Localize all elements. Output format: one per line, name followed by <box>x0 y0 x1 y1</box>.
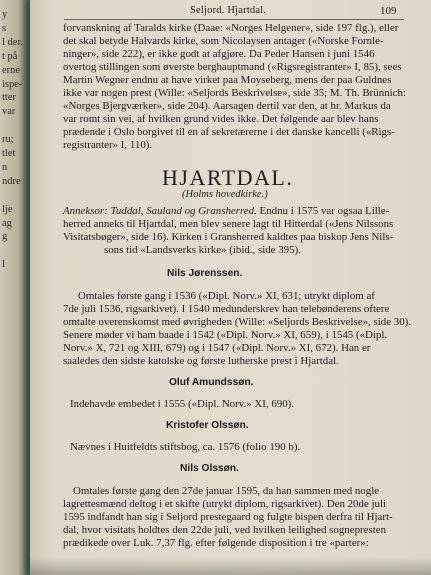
book-page <box>30 0 431 575</box>
priest-name: Kristofer Olssøn. <box>166 420 249 431</box>
text-line: omtalte overenskomst med øvrigheden (Wille: «Seljords Beskrivelse», side 30). <box>63 316 411 328</box>
previous-page-fragment: l der. <box>2 36 23 48</box>
text-line: Senere møder vi ham baade i 1542 («Dipl. Norv.» XI, 659), i 1545 («Dipl. <box>63 329 388 341</box>
text-line: prædikede over Luk. 7,37 flg. efter følgende disposition i tre «parter»: <box>63 537 369 549</box>
previous-page-fragment: s <box>2 22 7 34</box>
previous-page-fragment: l <box>2 259 5 271</box>
page-shadow <box>30 557 431 575</box>
text-line: ikke var nogen prest (Wille: «Seljords Beskrivelse», side 35; M. Th. Brünnich: <box>63 87 406 99</box>
text-line: Norv.» X, 721 og XIII, 679) og i 1547 («Dipl. Norv.» XI, 672). Han er <box>63 342 371 354</box>
priest-name: Nils Jørenssen. <box>167 268 243 279</box>
text-line: dal, hvor visitats holdtes den 22de juli, ved hvilken leilighed sognepresten <box>63 524 387 536</box>
text-line: 1595 indfandt han sig i Seljord prestegaard og fulgte bispen derfra til Hjart- <box>63 511 393 523</box>
text-line: det skal betyde Halvards kirke, som Nicolaysen antager («Norske Fornle- <box>63 35 384 47</box>
section-subtitle: (Holms hovedkirke.) <box>182 189 268 200</box>
text-line: registranter» I, 110). <box>63 139 153 151</box>
text-line: Visitatsbøger», side 16). Kirken i Gransherred kaldtes paa biskop Jens Nils- <box>63 231 394 243</box>
text-line: herred anneks til Hjartdal, men blev senere lagt til Hitterdal («Jens Nilssons <box>63 218 394 230</box>
previous-page-fragment: tter <box>2 92 16 104</box>
annexes-text: Endnu i 1575 var ogsaa Lille- <box>259 205 390 217</box>
text-line: 7de juli 1536, rigsarkivet). I 1540 medunderskrev han telebønderens oftere <box>63 303 390 315</box>
previous-page-fragment: ispe- <box>2 78 23 90</box>
previous-page-fragment: ru; <box>2 134 14 146</box>
previous-page-fragment: ndre <box>2 175 21 187</box>
previous-page-edge <box>0 0 26 575</box>
priest-name: Nils Olssøn. <box>180 463 239 474</box>
running-head: Seljord. Hjartdal. <box>190 5 267 16</box>
text-line: ninger», side 222), er ikke godt at afgjøre. Da Peder Hansen i juni 1546 <box>63 48 375 60</box>
text-line: forvanskning af Taralds kirke (Daae: «Norges Helgener», side 197 flg.), eller <box>63 22 399 34</box>
previous-page-fragment: lje <box>2 203 13 215</box>
annexes-label: Anneksor: Tuddal, Sauland og Gransherred. <box>63 205 257 217</box>
text-line: var romt sin vei, af hvilken grund vides ikke. Det følgende aar blev hans <box>63 113 379 125</box>
text-line: Omtales første gang den 27de januar 1595, da han sammen med nogle <box>73 485 380 497</box>
text-line: Omtales første gang i 1536 («Dipl. Norv.» XI, 631; utrykt diplom af <box>78 290 375 302</box>
text-line: Nævnes i Huitfeldts stiftsbog, ca. 1576 (folio 190 b). <box>70 441 301 453</box>
previous-page-fragment: n <box>2 161 8 173</box>
priest-name: Oluf Amundssøn. <box>169 377 254 388</box>
text-line: Indehavde embedet i 1555 («Dipl. Norv.» XI, 690). <box>70 398 295 410</box>
previous-page-fragment: tlet <box>2 148 16 159</box>
text-line: sons tid «Landsverks kirke» (ibid., side 395). <box>104 244 301 256</box>
page-number: 109 <box>380 5 397 17</box>
text-line: saaledes den sidste katolske og første lutherske prest i Hjartdal. <box>63 355 339 367</box>
header-rule <box>64 19 404 20</box>
text-line: prædende i Oslo borgivet til en af sekretærerne i det danske kancelli («Rigs- <box>63 126 395 138</box>
section-title: HJARTDAL. <box>162 165 294 190</box>
previous-page-fragment: erne <box>2 64 21 76</box>
text-line: «Norges Bjergværker», side 204). Aarsagen dertil var den, at hr. Markus da <box>63 100 391 112</box>
previous-page-fragment: y <box>2 9 8 20</box>
text-line: lagrettesmænd deltog i et skifte (utrykt diplom, rigsarkivet). Den 20de juli <box>63 498 387 510</box>
text-line: Martin Wegner endnu at have virket paa Moyseberg, mens der paa Guldnes <box>63 74 392 86</box>
previous-page-fragment: g <box>2 231 8 243</box>
previous-page-fragment: var <box>2 106 16 118</box>
previous-page-fragment: ag <box>2 217 12 229</box>
text-line: overtog stillingen som øverste berghauptmand («Rigsregistranter» I, 85), sees <box>63 61 402 73</box>
previous-page-fragment: t på <box>2 50 18 62</box>
